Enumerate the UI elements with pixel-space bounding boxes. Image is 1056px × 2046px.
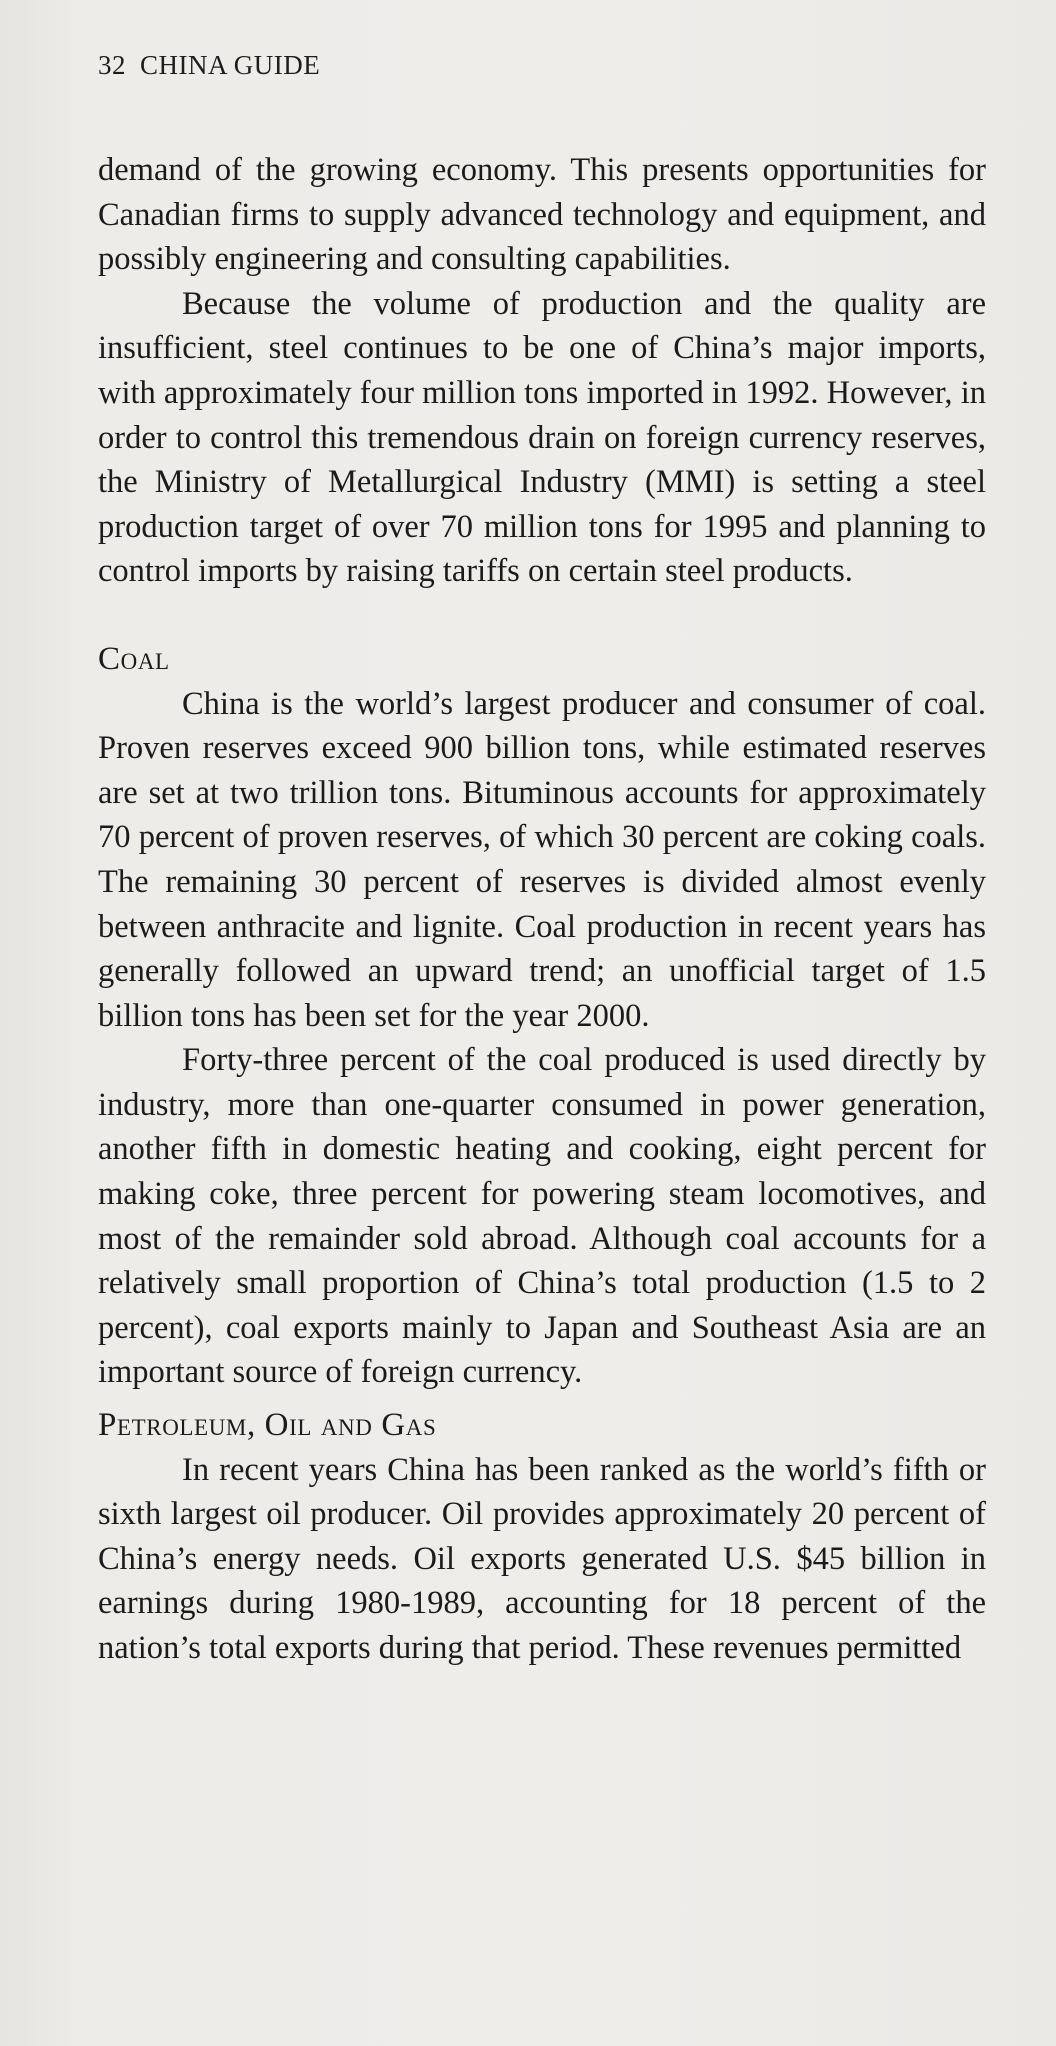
page-number: 32	[98, 50, 126, 80]
section-spacer	[98, 1395, 986, 1403]
paragraph-oil-production: In recent years China has been ranked as the world’s fifth or sixth largest oil producer. Oil provides approximately 20 percent of China’s energy needs. Oil exports generated U.S. $45 billion in earnings during 1980-1989, accounting for 18 percent of the nation’s total exports during that period. These revenues permitted	[98, 1451, 986, 1666]
paragraph-steel-imports: Because the volume of production and the quality are insufficient, steel continues to be one of China’s major imports, with approximately four million tons imported in 1992. However, in order to control this tremendous drain on foreign currency reserves, the Ministry of Metallurgical Industry (MMI) is setting a steel production target of over 70 million tons for 1995 and planning to control imports by raising tariffs on certain steel products.	[98, 285, 986, 590]
running-title: CHINA GUIDE	[140, 50, 321, 80]
paragraph-coal-usage: Forty-three percent of the coal produced is used directly by industry, more than one-quarter consumed in power generation, another fifth in domestic heating and cooking, eight percent for making coke, three percent for powering steam locomotives, and most of the remainder sold abroad. Although coal accounts for a relatively small proportion of China’s total production (1.5 to 2 percent), coal exports mainly to Japan and Southeast Asia are an important source of foreign currency.	[98, 1042, 986, 1391]
body-text	[98, 148, 986, 1671]
running-head	[98, 50, 320, 81]
paragraph-continued: demand of the growing economy. This presents opportunities for Canadian firms to supply advanced technology and equipment, and possibly engineering and consulting capabilities.	[98, 152, 986, 278]
section-heading-petroleum: Petroleum, Oil and Gas	[98, 1407, 437, 1444]
section-heading-coal: Coal	[98, 640, 170, 677]
section-spacer	[98, 594, 986, 637]
paragraph-coal-reserves: China is the world’s largest producer and consumer of coal. Proven reserves exceed 900 billion tons, while estimated reserves are set at two trillion tons. Bituminous accounts for approximately 70 percent of proven reserves, of which 30 percent are coking coals. The remaining 30 percent of reserves is divided almost evenly between anthracite and lignite. Coal production in recent years has generally followed an upward trend; an unofficial target of 1.5 billion tons has been set for the year 2000.	[98, 685, 986, 1034]
